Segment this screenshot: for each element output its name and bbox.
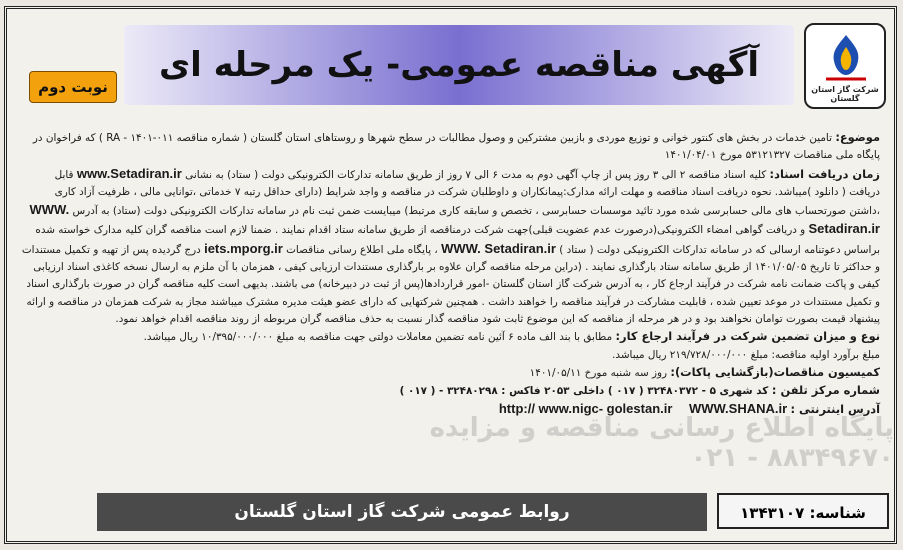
commission-text: روز سه شنبه مورخ ۱۴۰۱/۰۵/۱۱	[529, 366, 668, 379]
logo-caption: شرکت گاز استان گلستان	[811, 85, 879, 103]
notice-body	[21, 129, 880, 420]
commission-paragraph	[21, 364, 880, 382]
flame-logo-icon	[820, 31, 872, 83]
guarantee-paragraph	[21, 328, 880, 346]
setad-link-3[interactable]: WWW. Setadiran.ir	[441, 240, 556, 256]
commission-label: کمیسیون مناقصات(بازگشایی پاکات):	[670, 364, 880, 379]
contact-label: شماره مرکز تلفن :	[771, 383, 880, 398]
subject-text: تامین خدمات در بخش های کنتور خوانی و توزیع موردی و بازبین مشترکین و وصول مطالبات در سطح شهرها و روستاهای استان گلستان ( شماره مناقصه RA - ۱۴۰۱-۰۱۱ ) که فراخوان در پایگاه ملی مناقصات ۵۳۱۲۱۳۲۷ مورخ ۱۴۰۱/۰۴/۰۱	[32, 132, 880, 162]
setad-link-2[interactable]: WWW. Setadiran.ir	[29, 202, 880, 237]
estimate-text: مبلغ برآورد اولیه مناقصه: مبلغ ۲۱۹/۷۲۸/۰۰۰/۰۰۰ ریال میباشد.	[612, 348, 880, 361]
ad-frame	[4, 6, 897, 544]
contact-text: کد شهری ۵ - ۳۲۴۸۰۳۷۲ ( ۰۱۷ ) داخلی ۲۰۵۳ فاکس : ۳۲۴۸۰۲۹۸ - ( ۰۱۷ )	[399, 385, 769, 398]
web-label: آدرس اینترنتی :	[790, 402, 880, 417]
setad-link-1[interactable]: www.Setadiran.ir	[76, 165, 182, 181]
receipt-paragraph	[21, 165, 880, 329]
guarantee-label: نوع و میزان تضمین شرکت در فرآیند ارجاع کار:	[615, 329, 880, 344]
receipt-text-1: کلیه اسناد مناقصه ۲ الی ۳ روز پس از چاپ آگهی دوم به مدت ۶ الی ۷ روز از طریق سامانه تدارکات الکترونیکی دولت ( ستاد) به نشانی	[185, 168, 767, 181]
receipt-label: زمان دریافت اسناد:	[769, 166, 880, 181]
contact-paragraph	[21, 382, 880, 400]
nigc-link[interactable]: http:// www.nigc- golestan.ir	[498, 401, 673, 417]
receipt-text-3: و دریافت گواهی امضاء الکترونیکی(درصورت عدم عضویت قبلی)جهت شرکت درمناقصه از طریق سامانه ستاد اقدام نمایند . ضمنا لازم است مناقصه گران کلیه مدارک خواسته شده براساس دعوتنامه ارسالی که در سامانه تدارکات الکترونیکی دولت ( ستاد )	[35, 224, 880, 256]
iets-link[interactable]: iets.mporg.ir	[204, 240, 283, 256]
page-title: آگهی مناقصه عمومی- یک مرحله ای	[158, 45, 760, 85]
receipt-text-5: درج گردیده پس از تهیه و تکمیل مستندات و حداکثر تا تاریخ ۱۴۰۱/۰۵/۰۵ از طریق سامانه ستاد بارگذاری نمایند . (دراین مرحله مناقصه گران علاوه بر بارگذاری مستندات ارزیابی کیفی ، همزمان با آن ملزم به ارسال نسخه کاغذی اسناد ارزیابی کیفی و پاکت ضمانت نامه شرکت در فرآیند ارجاع کار ، به آدرس شرکت گاز استان گلستان -امور قراردادها(پس از ثبت در دبیرخانه) می باشند. بدیهی است کلیه مناقصه گران در صورت بارگذاری اسناد و تکمیل مستندات در موعد تعیین شده ، قابلیت مشارکت در فرآیند مناقصه را خواهند داشت . همچنین شرکتهایی که دارای عضو هیئت مدیره مشترک میباشند مجاز به شرکت همزمان در مناقصه و ارائه پیشنهاد قیمت بصورت توامان نخواهند بود و در هر مرحله از مناقصه که این موضوع ثابت شود مناقصه گذار نسبت به حذف مناقصه گران مربوطه از روند مناقصه اقدام خواهد نمود.	[21, 243, 880, 325]
title-banner	[124, 25, 794, 105]
footer-bar: روابط عمومی شرکت گاز استان گلستان	[97, 493, 707, 531]
turn-badge: نوبت دوم	[29, 71, 117, 103]
guarantee-text: مطابق با بند الف ماده ۶ آئین نامه تضمین معاملات دولتی جهت مناقصه به مبلغ ۱۰/۳۹۵/۰۰۰/۰۰۰ ریال میباشد.	[143, 331, 613, 344]
company-logo	[804, 23, 886, 109]
estimate-paragraph	[21, 347, 880, 364]
subject-paragraph	[21, 129, 880, 165]
subject-label: موضوع:	[835, 130, 880, 144]
shana-link[interactable]: WWW.SHANA.ir	[688, 401, 788, 417]
watermark: پایگاه اطلاع رسانی مناقصه و مزایده ۸۸۳۴۹۶۷۰ - ۰۲۱	[429, 413, 894, 473]
receipt-text-2: قابل دریافت ( دانلود )میباشد. نحوه دریافت اسناد مناقصه و مهلت ارائه مدارک:پیمانکاران و داوطلبان شرکت در مناقصه و واجد شرایط (دارای حداقل رتبه ۷ خدماتی ،توانایی مالی ، ظرفیت آزاد کاری ،داشتن صورتحساب های مالی حسابرسی شده مورد تائید موسسات حسابرسی ، تخصص و سابقه کاری مرتبط) میبایست ضمن ثبت نام در سامانه تدارکات الکترونیکی دولت (ستاد) به آدرس	[54, 168, 880, 218]
notice-code: شناسه: ۱۳۴۳۱۰۷	[717, 493, 889, 529]
receipt-text-4: ، پایگاه ملی اطلاع رسانی مناقصات	[286, 243, 438, 256]
